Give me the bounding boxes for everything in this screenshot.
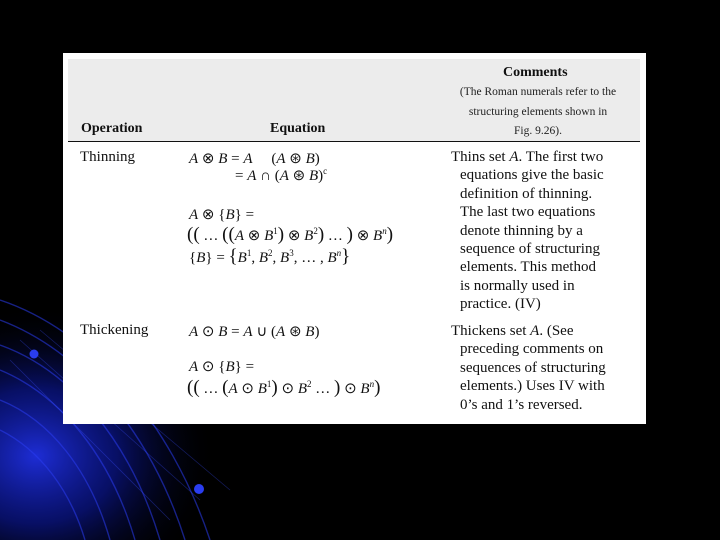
comment-line: elements.) Uses IV with	[460, 378, 605, 395]
comment-line: The last two equations	[460, 204, 596, 221]
comment-line: elements. This method	[460, 259, 596, 276]
comment-line: Thins set A. The first two	[451, 149, 604, 165]
thinning-equation-1: A ⊗ B = A (A ⊛ B)	[189, 151, 320, 167]
header-comments-note-line-2: structuring elements shown in	[468, 106, 608, 118]
comment-line: equations give the basic	[460, 167, 604, 184]
thinning-equation-4: (( … ((A ⊗ $B^1$) ⊗ $B^2$) … ) ⊗ $B^n$)	[187, 224, 394, 245]
header-equation: Equation	[270, 121, 326, 136]
thickening-equation-2: A ⊙ {B} =	[189, 359, 255, 375]
decorative-dot	[30, 350, 39, 359]
thickening-equation-1: A ⊙ B = A ∪ (A ⊛ B)	[189, 324, 320, 340]
comment-line: 0’s and 1’s reversed.	[460, 396, 583, 413]
thinning-equation-5: $\{B\} = \{B^1$, $B^2$, $B^3$, … , $B^n$}	[189, 246, 351, 267]
row-thinning-comment	[451, 148, 604, 314]
header-comments-note-line-1: (The Roman numerals refer to the	[459, 86, 617, 98]
row-thickening-operation: Thickening	[80, 322, 149, 338]
comment-line: sequences of structuring	[460, 359, 606, 376]
comment-line: practice. (IV)	[460, 296, 541, 313]
header-operation: Operation	[81, 121, 143, 136]
header-comments: Comments	[503, 65, 568, 80]
comment-line: definition of thinning.	[460, 185, 593, 202]
comment-line: denote thinning by a	[460, 222, 583, 239]
row-thinning-operation: Thinning	[80, 149, 135, 165]
thinning-equation-2: = A ∩ (A ⊛ B)$^c$	[235, 166, 328, 184]
comment-line: sequence of structuring	[460, 241, 600, 258]
comment-line: is normally used in	[460, 277, 575, 294]
operations-table	[63, 53, 646, 424]
decorative-dot	[194, 484, 204, 494]
header-comments-note-line-3: Fig. 9.26).	[514, 125, 562, 137]
thickening-equation-3: (( … (A ⊙ $B^1$) ⊙ $B^2$ … ) ⊙ $B^n$)	[187, 377, 381, 398]
comment-line: preceding comments on	[460, 341, 604, 358]
thinning-equation-3: A ⊗ {B} =	[189, 207, 255, 223]
comment-line: Thickens set A. (See	[451, 323, 574, 339]
row-thickening-comment	[451, 322, 606, 414]
header-rule	[68, 141, 640, 142]
